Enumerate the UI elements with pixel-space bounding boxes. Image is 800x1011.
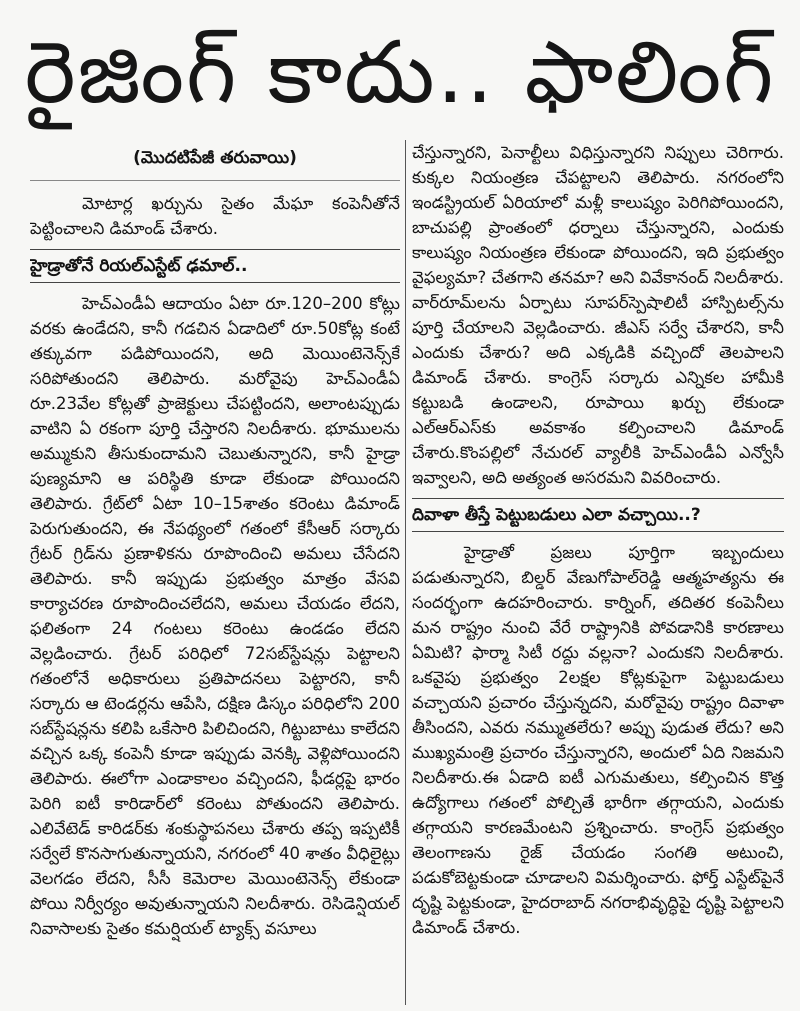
left-column	[30, 140, 400, 1011]
right-column	[412, 140, 784, 1011]
subheading-investments: దివాళా తీస్తే పెట్టుబడులు ఎలా వచ్చాయి..?	[412, 498, 784, 532]
right-paragraph-2: హైడ్రాతో ప్రజలు పూర్తిగా ఇబ్బందులు పడుతున్నారని, బిల్డర్ వేణుగోపాల్‌రెడ్డి ఆత్మహత్యను ఈ సందర్భంగా ఉదహరించారు. కార్నింగ్, తదితర కంపెనీలు మన రాష్ట్రం నుంచి వేరే రాష్ట్రానికి పోవడానికి కారణాలు ఏమిటి? ఫార్మా సిటీ రద్దు వల్లనా? ఎందుకని నిలదీశారు. ఒకవైపు ప్రభుత్వం 2లక్షల కోట్లకుపైగా పెట్టుబడులు వచ్చాయని ప్రచారం చేస్తున్నదని, మరోవైపు రాష్ట్రం దివాళా తీసిందని, ఎవరు నమ్ముతలేరు? అప్పు పుడుత లేదు? అని ముఖ్యమంత్రి ప్రచారం చేస్తున్నారని, అందులో ఏది నిజమని నిలదీశారు.ఈ ఏడాది ఐటీ ఎగుమతులు, కల్పించిన కొత్త ఉద్యోగాలు గతంలో పోల్చితే భారీగా తగ్గాయని, ఎందుకు తగ్గాయని కారణమేంటని ప్రశ్నించారు. కాంగ్రెస్ ప్రభుత్వం తెలంగాణను రైజ్ చేయడం సంగతి అటుంచి, పడుకోబెట్టకుండా చూడాలని విమర్శించారు. ఫోర్త్ ఎస్టేట్‌పైనే దృష్టి పెట్టకుండా, హైదరాబాద్ నగరాభివృద్ధిపై దృష్టి పెట్టాలని డిమాండ్ చేశారు.	[412, 543, 784, 937]
column-divider	[405, 140, 406, 1005]
left-paragraph-2: హెచ్ఎండీఏ ఆదాయం ఏటా రూ.120–200 కోట్లు వరకు ఉండేదని, కానీ గడచిన ఏడాదిలో రూ.50కోట్ల కంటే తక్కువగా పడిపోయిందని, అది మెయింటెనెన్స్‌కే సరిపోతుందని తెలిపారు. మరోవైపు హెచ్ఎండీఏ రూ.23వేల కోట్లతో ప్రాజెక్టులు చేపట్టిందని, అలాంటప్పుడు వాటిని ఏ రకంగా పూర్తి చేస్తారని నిలదీశారు. భూములను అమ్ముకుని తీసుకుందామని చెబుతున్నారని, కానీ హైడ్రా పుణ్యమాని ఆ పరిస్థితి కూడా లేకుండా పోయిందని తెలిపారు. గ్రేట్‌లో ఏటా 10–15శాతం కరెంటు డిమాండ్ పెరుగుతుందని, ఈ నేపథ్యంలో గతంలో కేసీఆర్ సర్కారు గ్రేటర్ గ్రిడ్‌ను ప్రణాళికను రూపొందించి అమలు చేసేదని తెలిపారు. కానీ ఇప్పుడు ప్రభుత్వం మాత్రం వేసవి కార్యాచరణ రూపొందించలేదని, అమలు చేయడం లేదని, ఫలితంగా 24 గంటలు కరెంటు ఉండడం లేదని వెల్లడించారు. గ్రేటర్ పరిధిలో 72సబ్‌స్టేషన్లు పెట్టాలని గతంలోనే అధికారులు ప్రతిపాదనలు పెట్టారని, కానీ సర్కారు ఆ టెండర్లను ఆపేసి, దక్షిణ డిస్కం పరిధిలోని 200 సబ్‌స్టేషన్లను కలిపి ఒకేసారి పిలిచిందని, గిట్టుబాటు కాలేదని వచ్చిన ఒక్క కంపెనీ కూడా ఇప్పుడు వెనక్కి వెళ్లిపోయిందని తెలిపారు. ఈలోగా ఎండాకాలం వచ్చిందని, ఫీడర్లపై భారం పెరిగి ఐటీ కారిడార్‌లో కరెంటు పోతుందని తెలిపారు. ఎలివేటెడ్ కారిడర్‌కు శంకుస్థాపనలు చేశారు తప్ప ఇప్పటికీ సర్వేలే కొనసాగుతున్నాయని, నగరంలో 40 శాతం వీధిలైట్లు వెలగడం లేదని, సీసీ కెమెరాల మెయింటెనెన్స్ లేకుండా పోయి నిర్వీర్యం అవుతున్నాయని నిలదీశారు. రెసిడెన్షియల్ నివాసాలకు సైతం కమర్షియల్ ట్యాక్స్ వసూలు	[30, 294, 400, 938]
subheading-hydra-real-estate: హైడ్రాతోనే రియల్‌ఎస్టేట్ ఢమాల్..	[30, 249, 400, 283]
continuation-kicker: (మొదటిపేజీ తరువాయి)	[30, 148, 400, 181]
right-paragraph-1: చేస్తున్నారని, పెనాల్టీలు విధిస్తున్నారని నిప్పులు చెరిగారు. కుక్కల నియంత్రణ చేపట్టాలని తెలిపారు. నగరంలోని ఇండస్ట్రియల్ ఏరియాలో మళ్లీ కాలుష్యం పెరిగిపోయిందని, బాచుపల్లి ప్రాంతంలో ధర్నాలు చేస్తున్నారని, ఎందుకు కాలుష్యం నియంత్రణ లేకుండా పోయిందని, ఇది ప్రభుత్వం వైఫల్యమా? చేతగాని తనమా? అని వివేకానంద్ నిలదీశారు. వార్‌రూమ్‌లను ఏర్పాటు సూపర్‌స్పెషాలిటీ హాస్పిటల్స్‌ను పూర్తి చేయాలని వెల్లడించారు. జీఎస్ సర్వే చేశారని, కానీ ఎందుకు చేశారు? అది ఎక్కడికి వచ్చిందో తెలపాలని డిమాండ్ చేశారు. కాంగ్రెస్ సర్కారు ఎన్నికల హామీకి కట్టుబడి ఉండాలని, రూపాయి ఖర్చు లేకుండా ఎల్ఆర్ఎస్‌కు అవకాశం కల్పించాలని డిమాండ్ చేశారు.కొంపల్లిలో నేచురల్ వ్యాలీకి హెచ్ఎండీఏ ఎన్వోసీ ఇవ్వాలని, అది అత్యంత అసరమని వివరించారు.	[412, 143, 784, 487]
headline: రైజింగ్ కాదు.. ఫాలింగ్	[24, 23, 776, 123]
left-paragraph-1: మోటార్ల ఖర్చును సైతం మేఘా కంపెనీతోనే పెట్టించాలని డిమాండ్ చేశారు.	[30, 194, 400, 238]
